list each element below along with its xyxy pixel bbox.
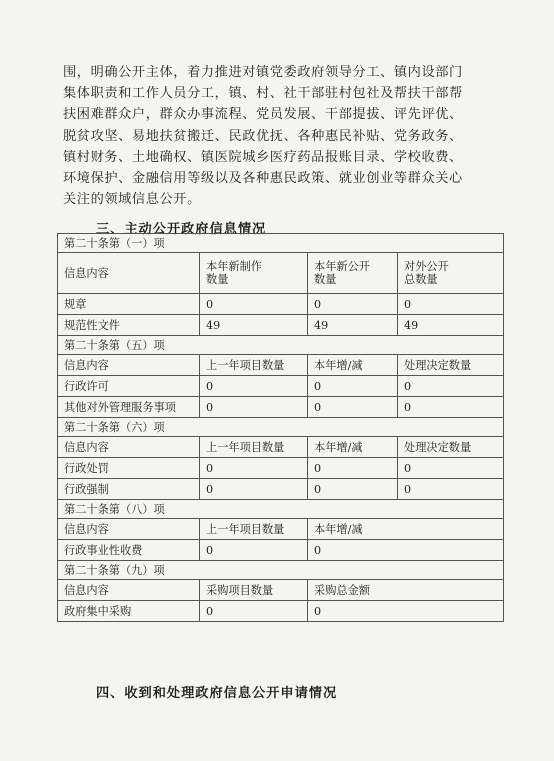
table-cell: 行政处罚 <box>58 458 200 479</box>
paragraph-line: 关注的领域信息公开。 <box>63 192 201 208</box>
paragraph-line: 环境保护、金融信用等级以及各种惠民政策、就业创业等群众关心 <box>63 171 463 187</box>
table-cell: 行政许可 <box>58 376 200 397</box>
table-row <box>58 294 504 315</box>
table-cell: 0 <box>200 601 308 622</box>
header-line: 数量 <box>206 273 229 286</box>
table-cell: 其他对外管理服务事项 <box>58 397 200 418</box>
header-line: 本年新制作 <box>206 260 262 273</box>
table-cell: 规范性文件 <box>58 315 200 336</box>
header-cell: 处理决定数量 <box>398 437 504 458</box>
table-row <box>58 397 504 418</box>
table-cell: 0 <box>200 294 308 315</box>
header-cell: 本年增/减 <box>308 437 398 458</box>
table-header-row <box>58 253 504 294</box>
header-cell: 上一年项目数量 <box>200 437 308 458</box>
article-title: 第二十条第（五）项 <box>58 336 504 355</box>
header-cell: 信息内容 <box>58 580 200 601</box>
paragraph-line: 镇村财务、土地确权、镇医院城乡医疗药品报账目录、学校收费、 <box>63 149 463 165</box>
table-cell: 49 <box>398 315 504 336</box>
header-cell: 采购项目数量 <box>200 580 308 601</box>
header-cell: 本年增/减 <box>308 519 504 540</box>
section-4-heading: 四、收到和处理政府信息公开申请情况 <box>96 686 338 701</box>
table-cell: 0 <box>398 458 504 479</box>
header-line: 本年新公开 <box>314 260 370 273</box>
table-cell: 0 <box>308 376 398 397</box>
article-row <box>58 336 504 355</box>
table-cell: 0 <box>200 458 308 479</box>
paragraph-line: 集体职责和工作人员分工，镇、村、社干部驻村包社及帮扶干部帮 <box>63 86 463 102</box>
table-header-row <box>58 519 504 540</box>
table-row <box>58 458 504 479</box>
table-cell: 0 <box>398 397 504 418</box>
table-cell: 行政强制 <box>58 479 200 500</box>
table-cell: 49 <box>200 315 308 336</box>
header-cell: 上一年项目数量 <box>200 519 308 540</box>
table-cell: 0 <box>200 397 308 418</box>
body-paragraph <box>63 62 493 210</box>
article-title: 第二十条第（八）项 <box>58 500 504 519</box>
table-cell: 0 <box>308 294 398 315</box>
table-cell: 政府集中采购 <box>58 601 200 622</box>
header-cell: 信息内容 <box>58 355 200 376</box>
header-cell <box>398 253 504 294</box>
table-header-row <box>58 355 504 376</box>
section-3-heading: 三、主动公开政府信息情况 <box>96 222 267 237</box>
table-cell: 0 <box>308 479 398 500</box>
header-cell: 本年增/减 <box>308 355 398 376</box>
header-line: 数量 <box>314 273 337 286</box>
table-cell: 0 <box>200 376 308 397</box>
article-title: 第二十条第（一）项 <box>58 234 504 253</box>
table-row <box>58 479 504 500</box>
table-row <box>58 376 504 397</box>
article-row <box>58 561 504 580</box>
header-cell: 信息内容 <box>58 519 200 540</box>
table-cell: 规章 <box>58 294 200 315</box>
table-header-row <box>58 437 504 458</box>
header-cell: 信息内容 <box>58 253 200 294</box>
table-cell: 0 <box>308 601 504 622</box>
table-cell: 0 <box>308 540 504 561</box>
article-row <box>58 500 504 519</box>
header-cell: 采购总金额 <box>308 580 504 601</box>
table-row <box>58 601 504 622</box>
paragraph-line: 扶困难群众户，群众办事流程、党员发展、干部提拔、评先评优、 <box>63 107 463 123</box>
header-line: 对外公开 <box>404 260 449 273</box>
table-header-row <box>58 580 504 601</box>
header-cell: 处理决定数量 <box>398 355 504 376</box>
paragraph-line: 围，明确公开主体，着力推进对镇党委政府领导分工、镇内设部门 <box>63 65 463 80</box>
header-cell <box>200 253 308 294</box>
article-row <box>58 234 504 253</box>
info-disclosure-table <box>57 233 504 622</box>
article-title: 第二十条第（六）项 <box>58 418 504 437</box>
table-cell: 0 <box>398 479 504 500</box>
table-cell: 49 <box>308 315 398 336</box>
header-cell: 上一年项目数量 <box>200 355 308 376</box>
header-cell: 信息内容 <box>58 437 200 458</box>
article-row <box>58 418 504 437</box>
table-row <box>58 540 504 561</box>
header-line: 总数量 <box>404 273 438 286</box>
header-cell <box>308 253 398 294</box>
paragraph-line: 脱贫攻坚、易地扶贫搬迁、民政优抚、各种惠民补贴、党务政务、 <box>63 128 463 144</box>
table-row <box>58 315 504 336</box>
table-cell: 0 <box>200 479 308 500</box>
table-cell: 行政事业性收费 <box>58 540 200 561</box>
table-cell: 0 <box>200 540 308 561</box>
article-title: 第二十条第（九）项 <box>58 561 504 580</box>
table-cell: 0 <box>308 397 398 418</box>
table-cell: 0 <box>398 294 504 315</box>
table-cell: 0 <box>398 376 504 397</box>
table-cell: 0 <box>308 458 398 479</box>
